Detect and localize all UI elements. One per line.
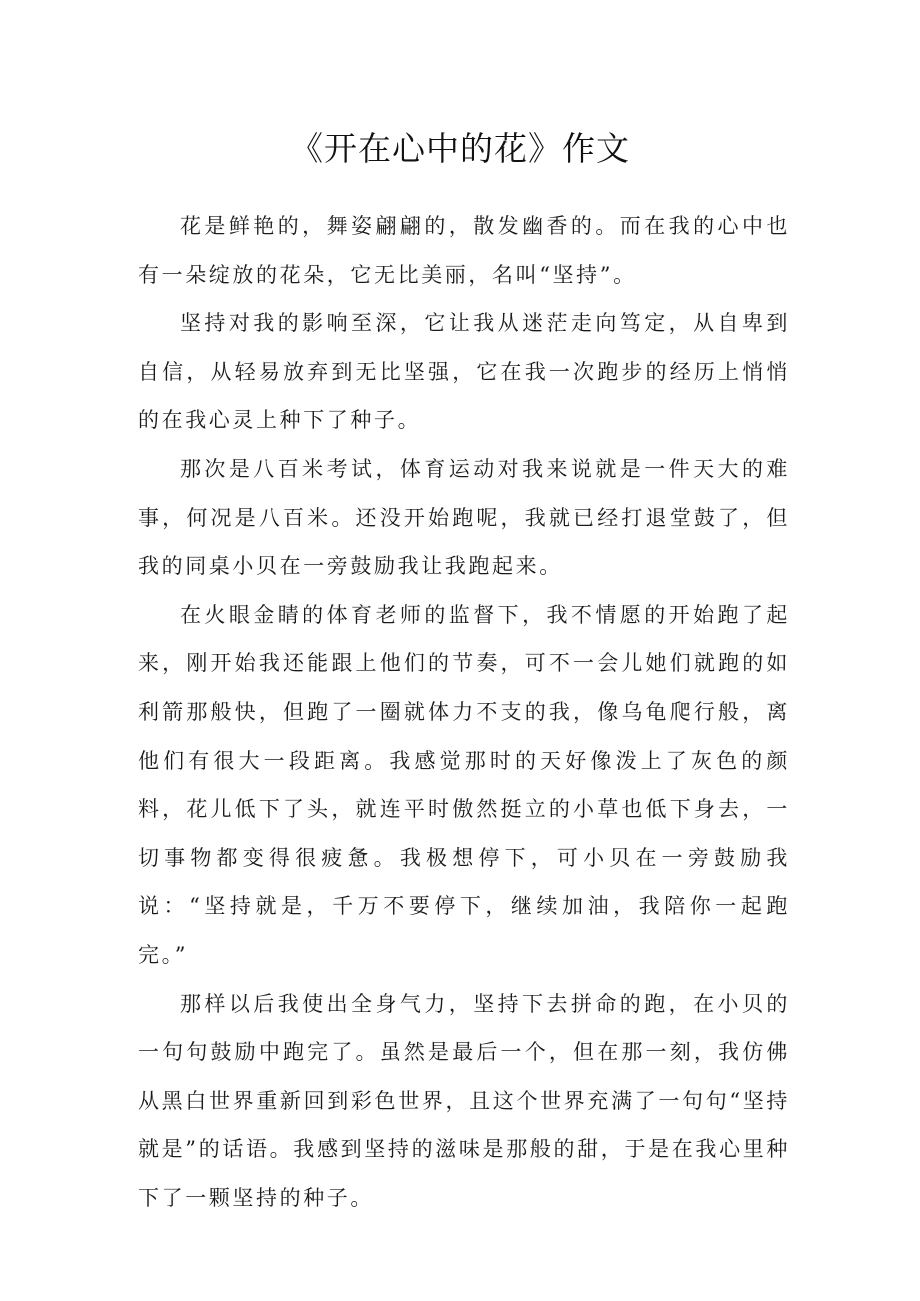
document-title: 《开在心中的花》作文 [290,129,630,168]
paragraph-5: 那样以后我使出全身气力，坚持下去拼命的跑，在小贝的一句句鼓励中跑完了。虽然是最后一个，但在那一刻，我仿佛从黑白世界重新回到彩色世界，且这个世界充满了一句句“坚持就是”的话语。我感到坚持的滋味是那般的甜，于是在我心里种下了一颗坚持的种子。 [138,991,790,1210]
paragraph-2: 坚持对我的影响至深，它让我从迷茫走向笃定，从自卑到自信，从轻易放弃到无比坚强，它在我一次跑步的经历上悄悄的在我心灵上种下了种子。 [138,311,790,433]
paragraph-4: 在火眼金睛的体育老师的监督下，我不情愿的开始跑了起来，刚开始我还能跟上他们的节奏，可不一会儿她们就跑的如利箭那般快，但跑了一圈就体力不支的我，像乌龟爬行般，离他们有很大一段距离。我感觉那时的天好像泼上了灰色的颜料，花儿低下了头，就连平时傲然挺立的小草也低下身去，一切事物都变得很疲惫。我极想停下，可小贝在一旁鼓励我说：“坚持就是，千万不要停下，继续加油，我陪你一起跑完。” [138,602,790,967]
document-body [138,202,790,1222]
paragraph-1: 花是鲜艳的，舞姿翩翩的，散发幽香的。而在我的心中也有一朵绽放的花朵，它无比美丽，名叫“坚持”。 [138,214,790,287]
paragraph-3: 那次是八百米考试，体育运动对我来说就是一件天大的难事，何况是八百米。还没开始跑呢，我就已经打退堂鼓了，但我的同桌小贝在一旁鼓励我让我跑起来。 [138,456,790,579]
